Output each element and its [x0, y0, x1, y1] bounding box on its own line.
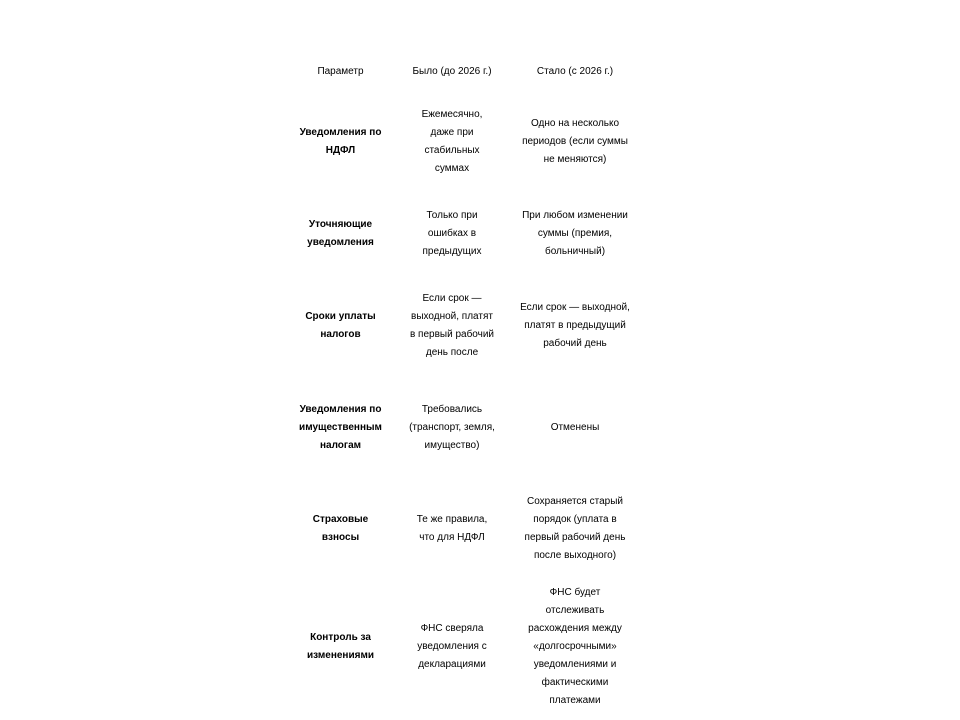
cell-was: [391, 270, 513, 382]
cell-param: [290, 198, 391, 270]
cell-param: [290, 382, 391, 474]
table-row: [290, 382, 637, 474]
param-text: Уведомления по НДФЛ: [299, 127, 382, 156]
now-text: Сохраняется старый порядок (уплата в первый рабочий день после выходного): [524, 496, 626, 561]
cell-param: [290, 474, 391, 584]
now-text: Если срок — выходной, платят в предыдущий рабочий день: [520, 302, 630, 349]
cell-was: [391, 382, 513, 474]
header-param: [290, 58, 391, 86]
now-text: Одно на несколько периодов (если суммы не меняются): [522, 118, 628, 165]
cell-now: [513, 474, 637, 584]
cell-was: [391, 86, 513, 198]
cell-param: [290, 86, 391, 198]
table-row: [290, 474, 637, 584]
cell-param: [290, 584, 391, 710]
was-text: Требовались (транспорт, земля, имущество): [409, 404, 495, 451]
cell-now: [513, 198, 637, 270]
cell-was: [391, 474, 513, 584]
header-param-label: Параметр: [317, 66, 364, 77]
cell-now: [513, 382, 637, 474]
header-was: [391, 58, 513, 86]
table-header-row: [290, 58, 637, 86]
was-text: Те же правила, что для НДФЛ: [416, 514, 488, 543]
param-text: Уведомления по имущественным налогам: [299, 404, 382, 451]
now-text: ФНС будет отслеживать расхождения между «долгосрочными» уведомлениями и фактическими платежами: [528, 587, 622, 706]
cell-was: [391, 198, 513, 270]
cell-param: [290, 270, 391, 382]
param-text: Страховые взносы: [312, 514, 369, 543]
table-row: [290, 270, 637, 382]
table-row: [290, 198, 637, 270]
param-text: Контроль за изменениями: [307, 632, 374, 661]
now-text: Отменены: [550, 422, 600, 433]
header-was-label: Было (до 2026 г.): [412, 66, 492, 77]
comparison-table: [290, 58, 637, 710]
table-row: [290, 86, 637, 198]
param-text: Сроки уплаты налогов: [305, 311, 376, 340]
now-text: При любом изменении суммы (премия, больничный): [522, 210, 628, 257]
param-text: Уточняющие уведомления: [307, 219, 374, 248]
was-text: ФНС сверяла уведомления с декларациями: [417, 623, 487, 670]
header-now-label: Стало (с 2026 г.): [536, 66, 614, 77]
cell-now: [513, 584, 637, 710]
cell-now: [513, 86, 637, 198]
table-row: [290, 584, 637, 710]
cell-was: [391, 584, 513, 710]
was-text: Только при ошибках в предыдущих: [422, 210, 482, 257]
header-now: [513, 58, 637, 86]
cell-now: [513, 270, 637, 382]
was-text: Если срок — выходной, платят в первый рабочий день после: [409, 293, 495, 358]
was-text: Ежемесячно, даже при стабильных суммах: [421, 109, 483, 174]
